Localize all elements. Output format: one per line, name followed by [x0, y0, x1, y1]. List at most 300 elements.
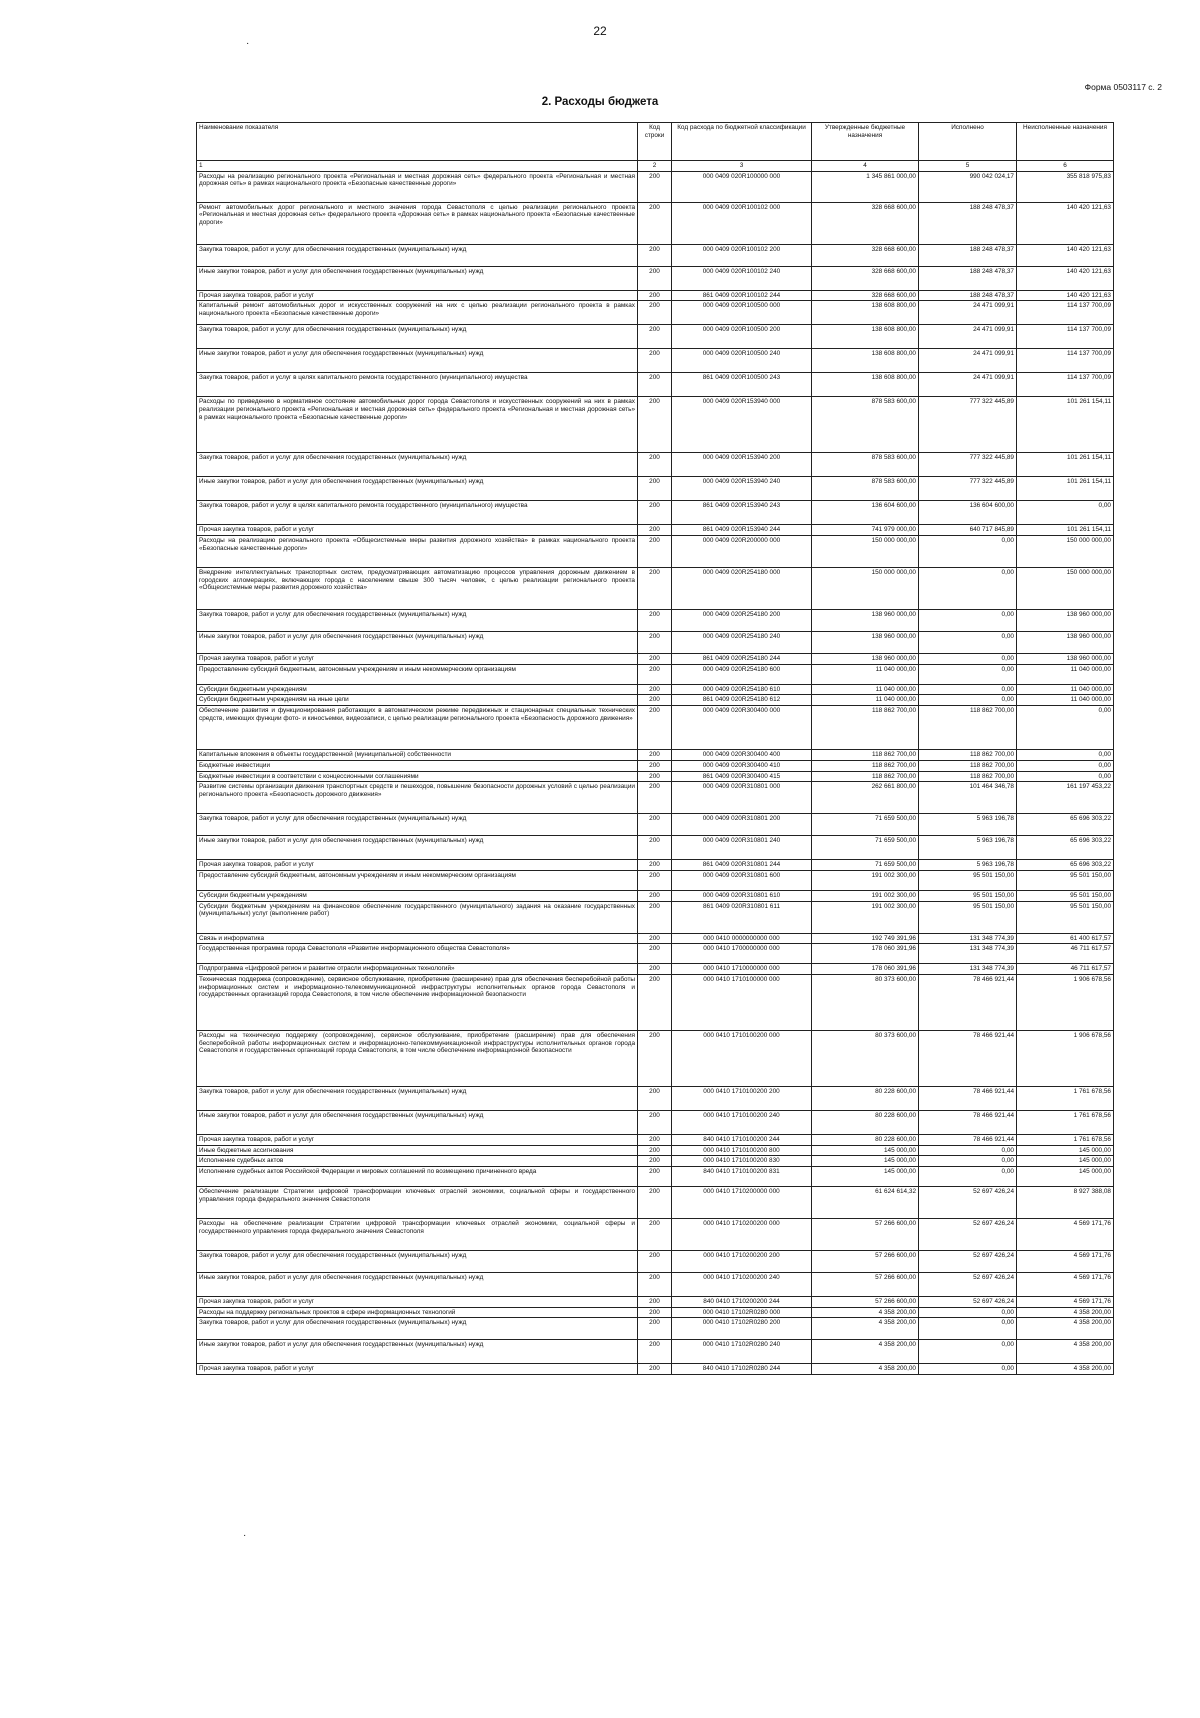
table-row: [197, 760, 1114, 771]
approved-amount: 328 668 600,00: [812, 244, 919, 266]
unexecuted-amount: 138 960 000,00: [1017, 654, 1114, 665]
unexecuted-amount: 0,00: [1017, 760, 1114, 771]
line-code: 200: [638, 654, 672, 665]
budget-code: 000 0409 020R200000 000: [672, 536, 812, 568]
executed-amount: 24 471 099,91: [919, 349, 1017, 373]
header-budget-code: Код расхода по бюджетной классификации: [672, 123, 812, 161]
approved-amount: 80 228 600,00: [812, 1134, 919, 1145]
col-number-1: 1: [197, 161, 638, 172]
indicator-name: Исполнение судебных актов: [197, 1156, 638, 1167]
column-number-row: [197, 161, 1114, 172]
table-row: [197, 870, 1114, 890]
unexecuted-amount: 1 761 678,56: [1017, 1110, 1114, 1134]
indicator-name: Субсидии бюджетным учреждениям на финансовое обеспечение государственного (муниципального) задания на оказание государственных (муниципальных) услуг (выполнение работ): [197, 901, 638, 933]
line-code: 200: [638, 536, 672, 568]
unexecuted-amount: 4 358 200,00: [1017, 1364, 1114, 1375]
approved-amount: 878 583 600,00: [812, 397, 919, 453]
indicator-name: Внедрение интеллектуальных транспортных систем, предусматривающих автоматизацию процессов управления дорожным движением в городских агломерациях, включающих города с населением свыше 300 тысяч человек, с целью реализации регионального проекта «Общесистемные меры развития дорожного хозяйства»: [197, 568, 638, 610]
budget-code: 000 0410 17102R0280 000: [672, 1307, 812, 1318]
budget-code: 861 0409 020R310801 244: [672, 860, 812, 871]
table-row: [197, 325, 1114, 349]
unexecuted-amount: 150 000 000,00: [1017, 536, 1114, 568]
unexecuted-amount: 145 000,00: [1017, 1167, 1114, 1187]
line-code: 200: [638, 290, 672, 301]
indicator-name: Расходы на обеспечение реализации Стратегии цифровой трансформации ключевых отраслей экономики, социальной сферы и государственного управления города федерального значения Севастополя: [197, 1219, 638, 1251]
table-row: [197, 974, 1114, 1030]
line-code: 200: [638, 944, 672, 964]
line-code: 200: [638, 568, 672, 610]
line-code: 200: [638, 501, 672, 525]
table-row: [197, 1030, 1114, 1086]
approved-amount: 145 000,00: [812, 1145, 919, 1156]
table-row: [197, 771, 1114, 782]
budget-code: 000 0409 020R100500 000: [672, 301, 812, 325]
approved-amount: 57 266 600,00: [812, 1219, 919, 1251]
unexecuted-amount: 95 501 150,00: [1017, 890, 1114, 901]
approved-amount: 118 862 700,00: [812, 706, 919, 750]
approved-amount: 136 604 600,00: [812, 501, 919, 525]
executed-amount: 131 348 774,39: [919, 933, 1017, 944]
table-row: [197, 301, 1114, 325]
table-row: [197, 525, 1114, 536]
unexecuted-amount: 114 137 700,09: [1017, 325, 1114, 349]
approved-amount: 57 266 600,00: [812, 1251, 919, 1273]
executed-amount: 188 248 478,37: [919, 244, 1017, 266]
executed-amount: 5 963 196,78: [919, 836, 1017, 860]
header-line-code: Код строки: [638, 123, 672, 161]
executed-amount: 95 501 150,00: [919, 870, 1017, 890]
table-row: [197, 1110, 1114, 1134]
executed-amount: 777 322 445,89: [919, 477, 1017, 501]
line-code: 200: [638, 706, 672, 750]
table-row: [197, 1364, 1114, 1375]
line-code: 200: [638, 397, 672, 453]
approved-amount: 150 000 000,00: [812, 568, 919, 610]
executed-amount: 78 466 921,44: [919, 974, 1017, 1030]
budget-code: 000 0409 020R300400 400: [672, 750, 812, 761]
budget-code: 000 0410 1710100200 240: [672, 1110, 812, 1134]
indicator-name: Прочая закупка товаров, работ и услуг: [197, 525, 638, 536]
unexecuted-amount: 140 420 121,63: [1017, 266, 1114, 290]
unexecuted-amount: 11 040 000,00: [1017, 664, 1114, 684]
approved-amount: 328 668 600,00: [812, 266, 919, 290]
line-code: 200: [638, 1167, 672, 1187]
unexecuted-amount: 4 569 171,76: [1017, 1251, 1114, 1273]
executed-amount: 0,00: [919, 684, 1017, 695]
unexecuted-amount: 145 000,00: [1017, 1156, 1114, 1167]
budget-code: 000 0410 1710100200 200: [672, 1086, 812, 1110]
executed-amount: 0,00: [919, 1167, 1017, 1187]
line-code: 200: [638, 1134, 672, 1145]
table-row: [197, 202, 1114, 244]
table-row: [197, 501, 1114, 525]
executed-amount: 24 471 099,91: [919, 373, 1017, 397]
unexecuted-amount: 101 261 154,11: [1017, 525, 1114, 536]
approved-amount: 71 659 500,00: [812, 836, 919, 860]
indicator-name: Техническая поддержка (сопровождение), сервисное обслуживание, приобретение (расширение) прав для обеспечения бесперебойной работы информационных систем и информационно-телекоммуникационной инфраструктуры исполнительных органов города Севастополя и государственных организаций города Севастополя, в том числе обеспечение информационной безопасности: [197, 974, 638, 1030]
executed-amount: 990 042 024,17: [919, 171, 1017, 202]
budget-code: 000 0409 020R100102 000: [672, 202, 812, 244]
unexecuted-amount: 11 040 000,00: [1017, 695, 1114, 706]
approved-amount: 138 960 000,00: [812, 654, 919, 665]
approved-amount: 4 358 200,00: [812, 1318, 919, 1340]
form-reference: Форма 0503117 с. 2: [1084, 82, 1162, 92]
header-unexecuted: Неисполненные назначения: [1017, 123, 1114, 161]
unexecuted-amount: 4 569 171,76: [1017, 1273, 1114, 1297]
line-code: 200: [638, 1340, 672, 1364]
line-code: 200: [638, 860, 672, 871]
unexecuted-amount: 46 711 617,57: [1017, 944, 1114, 964]
indicator-name: Прочая закупка товаров, работ и услуг: [197, 860, 638, 871]
line-code: 200: [638, 890, 672, 901]
budget-code: 000 0409 020R153940 200: [672, 453, 812, 477]
line-code: 200: [638, 1273, 672, 1297]
indicator-name: Закупка товаров, работ и услуг для обеспечения государственных (муниципальных) нужд: [197, 453, 638, 477]
approved-amount: 191 002 300,00: [812, 870, 919, 890]
approved-amount: 145 000,00: [812, 1167, 919, 1187]
table-row: [197, 890, 1114, 901]
table-row: [197, 632, 1114, 654]
budget-code: 861 0409 020R310801 611: [672, 901, 812, 933]
approved-amount: 61 624 614,32: [812, 1187, 919, 1219]
unexecuted-amount: 46 711 617,57: [1017, 964, 1114, 975]
table-row: [197, 684, 1114, 695]
line-code: 200: [638, 750, 672, 761]
approved-amount: 118 862 700,00: [812, 750, 919, 761]
approved-amount: 80 373 600,00: [812, 974, 919, 1030]
budget-code: 861 0409 020R100102 244: [672, 290, 812, 301]
col-number-3: 3: [672, 161, 812, 172]
executed-amount: 0,00: [919, 1145, 1017, 1156]
col-number-5: 5: [919, 161, 1017, 172]
indicator-name: Иные закупки товаров, работ и услуг для обеспечения государственных (муниципальных) нужд: [197, 1273, 638, 1297]
executed-amount: 78 466 921,44: [919, 1086, 1017, 1110]
table-row: [197, 1156, 1114, 1167]
approved-amount: 118 862 700,00: [812, 760, 919, 771]
unexecuted-amount: 4 569 171,76: [1017, 1219, 1114, 1251]
line-code: 200: [638, 1307, 672, 1318]
approved-amount: 150 000 000,00: [812, 536, 919, 568]
indicator-name: Иные бюджетные ассигнования: [197, 1145, 638, 1156]
executed-amount: 5 963 196,78: [919, 860, 1017, 871]
table-row: [197, 1145, 1114, 1156]
budget-code: 840 0410 17102R0280 244: [672, 1364, 812, 1375]
executed-amount: 52 697 426,24: [919, 1297, 1017, 1308]
approved-amount: 11 040 000,00: [812, 664, 919, 684]
budget-code: 000 0409 020R100000 000: [672, 171, 812, 202]
budget-code: 000 0410 1710200200 200: [672, 1251, 812, 1273]
unexecuted-amount: 114 137 700,09: [1017, 349, 1114, 373]
budget-code: 840 0410 1710100200 831: [672, 1167, 812, 1187]
indicator-name: Обеспечение реализации Стратегии цифровой трансформации ключевых отраслей экономики, социальной сферы и государственного управления города федерального значения Севастополя: [197, 1187, 638, 1219]
indicator-name: Иные закупки товаров, работ и услуг для обеспечения государственных (муниципальных) нужд: [197, 632, 638, 654]
budget-code: 000 0409 020R300400 000: [672, 706, 812, 750]
unexecuted-amount: 95 501 150,00: [1017, 901, 1114, 933]
approved-amount: 4 358 200,00: [812, 1340, 919, 1364]
table-row: [197, 1167, 1114, 1187]
budget-code: 000 0410 1710000000 000: [672, 964, 812, 975]
indicator-name: Закупка товаров, работ и услуг для обеспечения государственных (муниципальных) нужд: [197, 1318, 638, 1340]
unexecuted-amount: 0,00: [1017, 771, 1114, 782]
executed-amount: 52 697 426,24: [919, 1273, 1017, 1297]
executed-amount: 131 348 774,39: [919, 944, 1017, 964]
unexecuted-amount: 114 137 700,09: [1017, 301, 1114, 325]
indicator-name: Подпрограмма «Цифровой регион и развитие отрасли информационных технологий»: [197, 964, 638, 975]
executed-amount: 136 604 600,00: [919, 501, 1017, 525]
budget-code: 000 0409 020R100500 200: [672, 325, 812, 349]
table-row: [197, 836, 1114, 860]
line-code: 200: [638, 771, 672, 782]
budget-code: 000 0410 0000000000 000: [672, 933, 812, 944]
unexecuted-amount: 4 358 200,00: [1017, 1307, 1114, 1318]
approved-amount: 80 228 600,00: [812, 1110, 919, 1134]
line-code: 200: [638, 933, 672, 944]
unexecuted-amount: 101 261 154,11: [1017, 453, 1114, 477]
unexecuted-amount: 140 420 121,63: [1017, 290, 1114, 301]
indicator-name: Иные закупки товаров, работ и услуг для обеспечения государственных (муниципальных) нужд: [197, 266, 638, 290]
approved-amount: 57 266 600,00: [812, 1297, 919, 1308]
indicator-name: Закупка товаров, работ и услуг в целях капитального ремонта государственного (муниципального) имущества: [197, 373, 638, 397]
executed-amount: 0,00: [919, 632, 1017, 654]
executed-amount: 0,00: [919, 1340, 1017, 1364]
indicator-name: Прочая закупка товаров, работ и услуг: [197, 1364, 638, 1375]
executed-amount: 0,00: [919, 536, 1017, 568]
line-code: 200: [638, 266, 672, 290]
executed-amount: 0,00: [919, 1307, 1017, 1318]
budget-code: 000 0409 020R153940 240: [672, 477, 812, 501]
header-approved: Утвержденные бюджетные назначения: [812, 123, 919, 161]
indicator-name: Субсидии бюджетным учреждениям: [197, 890, 638, 901]
indicator-name: Закупка товаров, работ и услуг для обеспечения государственных (муниципальных) нужд: [197, 1251, 638, 1273]
unexecuted-amount: 138 960 000,00: [1017, 632, 1114, 654]
line-code: 200: [638, 301, 672, 325]
budget-code: 000 0409 020R310801 600: [672, 870, 812, 890]
unexecuted-amount: 355 818 975,83: [1017, 171, 1114, 202]
table-row: [197, 290, 1114, 301]
line-code: 200: [638, 901, 672, 933]
indicator-name: Субсидии бюджетным учреждениям: [197, 684, 638, 695]
table-row: [197, 944, 1114, 964]
unexecuted-amount: 1 761 678,56: [1017, 1086, 1114, 1110]
unexecuted-amount: 140 420 121,63: [1017, 244, 1114, 266]
line-code: 200: [638, 453, 672, 477]
unexecuted-amount: 101 261 154,11: [1017, 477, 1114, 501]
table-row: [197, 1219, 1114, 1251]
unexecuted-amount: 4 358 200,00: [1017, 1318, 1114, 1340]
line-code: 200: [638, 325, 672, 349]
table-row: [197, 266, 1114, 290]
approved-amount: 138 608 800,00: [812, 301, 919, 325]
executed-amount: 0,00: [919, 610, 1017, 632]
executed-amount: 0,00: [919, 1156, 1017, 1167]
executed-amount: 52 697 426,24: [919, 1219, 1017, 1251]
executed-amount: 78 466 921,44: [919, 1110, 1017, 1134]
approved-amount: 1 345 861 000,00: [812, 171, 919, 202]
budget-code: 000 0409 020R153940 000: [672, 397, 812, 453]
approved-amount: 4 358 200,00: [812, 1364, 919, 1375]
line-code: 200: [638, 1030, 672, 1086]
indicator-name: Иные закупки товаров, работ и услуг для обеспечения государственных (муниципальных) нужд: [197, 1110, 638, 1134]
table-row: [197, 1273, 1114, 1297]
line-code: 200: [638, 202, 672, 244]
executed-amount: 5 963 196,78: [919, 814, 1017, 836]
executed-amount: 95 501 150,00: [919, 901, 1017, 933]
approved-amount: 192 749 391,96: [812, 933, 919, 944]
table-row: [197, 349, 1114, 373]
budget-code: 840 0410 1710200200 244: [672, 1297, 812, 1308]
approved-amount: 80 373 600,00: [812, 1030, 919, 1086]
approved-amount: 57 266 600,00: [812, 1273, 919, 1297]
table-row: [197, 782, 1114, 814]
budget-code: 000 0409 020R300400 410: [672, 760, 812, 771]
approved-amount: 138 608 800,00: [812, 373, 919, 397]
table-row: [197, 568, 1114, 610]
expenses-table: [196, 122, 1114, 1375]
budget-code: 000 0410 1710200200 240: [672, 1273, 812, 1297]
line-code: 200: [638, 1297, 672, 1308]
indicator-name: Расходы на поддержку региональных проектов в сфере информационных технологий: [197, 1307, 638, 1318]
line-code: 200: [638, 244, 672, 266]
budget-code: 000 0409 020R254180 240: [672, 632, 812, 654]
approved-amount: 878 583 600,00: [812, 477, 919, 501]
table-row: [197, 695, 1114, 706]
line-code: 200: [638, 525, 672, 536]
indicator-name: Закупка товаров, работ и услуг для обеспечения государственных (муниципальных) нужд: [197, 610, 638, 632]
indicator-name: Иные закупки товаров, работ и услуг для обеспечения государственных (муниципальных) нужд: [197, 349, 638, 373]
approved-amount: 138 960 000,00: [812, 632, 919, 654]
table-row: [197, 1318, 1114, 1340]
executed-amount: 118 862 700,00: [919, 771, 1017, 782]
line-code: 200: [638, 477, 672, 501]
approved-amount: 4 358 200,00: [812, 1307, 919, 1318]
unexecuted-amount: 65 696 303,22: [1017, 860, 1114, 871]
budget-code: 000 0409 020R254180 610: [672, 684, 812, 695]
budget-code: 000 0410 1710100200 800: [672, 1145, 812, 1156]
unexecuted-amount: 1 761 678,56: [1017, 1134, 1114, 1145]
budget-code: 000 0410 1710100000 000: [672, 974, 812, 1030]
line-code: 200: [638, 684, 672, 695]
table-row: [197, 933, 1114, 944]
indicator-name: Бюджетные инвестиции в соответствии с концессионными соглашениями: [197, 771, 638, 782]
approved-amount: 71 659 500,00: [812, 860, 919, 871]
budget-code: 000 0410 1700000000 000: [672, 944, 812, 964]
line-code: 200: [638, 782, 672, 814]
budget-code: 000 0410 1710100200 000: [672, 1030, 812, 1086]
table-row: [197, 244, 1114, 266]
line-code: 200: [638, 171, 672, 202]
executed-amount: 188 248 478,37: [919, 266, 1017, 290]
unexecuted-amount: 114 137 700,09: [1017, 373, 1114, 397]
line-code: 200: [638, 632, 672, 654]
table-row: [197, 860, 1114, 871]
executed-amount: 131 348 774,39: [919, 964, 1017, 975]
line-code: 200: [638, 1318, 672, 1340]
approved-amount: 138 608 800,00: [812, 349, 919, 373]
executed-amount: 0,00: [919, 1318, 1017, 1340]
budget-code: 000 0409 020R310801 240: [672, 836, 812, 860]
executed-amount: 0,00: [919, 664, 1017, 684]
budget-code: 861 0409 020R300400 415: [672, 771, 812, 782]
approved-amount: 191 002 300,00: [812, 901, 919, 933]
scan-mark: ·: [246, 38, 250, 49]
executed-amount: 777 322 445,89: [919, 397, 1017, 453]
table-row: [197, 654, 1114, 665]
table-row: [197, 397, 1114, 453]
line-code: 200: [638, 814, 672, 836]
table-row: [197, 453, 1114, 477]
line-code: 200: [638, 1110, 672, 1134]
unexecuted-amount: 4 569 171,76: [1017, 1297, 1114, 1308]
line-code: 200: [638, 1086, 672, 1110]
approved-amount: 80 228 600,00: [812, 1086, 919, 1110]
line-code: 200: [638, 974, 672, 1030]
budget-code: 000 0409 020R254180 000: [672, 568, 812, 610]
unexecuted-amount: 138 960 000,00: [1017, 610, 1114, 632]
approved-amount: 262 661 800,00: [812, 782, 919, 814]
executed-amount: 0,00: [919, 695, 1017, 706]
indicator-name: Прочая закупка товаров, работ и услуг: [197, 1297, 638, 1308]
indicator-name: Исполнение судебных актов Российской Федерации и мировых соглашений по возмещению причиненного вреда: [197, 1167, 638, 1187]
indicator-name: Прочая закупка товаров, работ и услуг: [197, 654, 638, 665]
executed-amount: 777 322 445,89: [919, 453, 1017, 477]
line-code: 200: [638, 1219, 672, 1251]
executed-amount: 101 464 346,78: [919, 782, 1017, 814]
line-code: 200: [638, 964, 672, 975]
indicator-name: Субсидии бюджетным учреждениям на иные цели: [197, 695, 638, 706]
indicator-name: Прочая закупка товаров, работ и услуг: [197, 290, 638, 301]
indicator-name: Капитальные вложения в объекты государственной (муниципальной) собственности: [197, 750, 638, 761]
unexecuted-amount: 8 927 388,08: [1017, 1187, 1114, 1219]
budget-code: 840 0410 1710100200 244: [672, 1134, 812, 1145]
page-number: 22: [593, 24, 607, 38]
executed-amount: 52 697 426,24: [919, 1251, 1017, 1273]
budget-code: 000 0409 020R254180 600: [672, 664, 812, 684]
unexecuted-amount: 150 000 000,00: [1017, 568, 1114, 610]
table-row: [197, 814, 1114, 836]
budget-code: 861 0409 020R153940 243: [672, 501, 812, 525]
executed-amount: 188 248 478,37: [919, 290, 1017, 301]
indicator-name: Закупка товаров, работ и услуг для обеспечения государственных (муниципальных) нужд: [197, 325, 638, 349]
indicator-name: Расходы на реализацию регионального проекта «Региональная и местная дорожная сеть» федерального проекта «Региональная и местная дорожная сеть» в рамках национального проекта «Безопасные качественные дороги»: [197, 171, 638, 202]
executed-amount: 118 862 700,00: [919, 750, 1017, 761]
line-code: 200: [638, 870, 672, 890]
indicator-name: Иные закупки товаров, работ и услуг для обеспечения государственных (муниципальных) нужд: [197, 1340, 638, 1364]
table-row: [197, 964, 1114, 975]
header-indicator-name: Наименование показателя: [197, 123, 638, 161]
indicator-name: Обеспечение развития и функционирования работающих в автоматическом режиме передвижных и стационарных специальных технических средств, имеющих функции фото- и киносъемки, видеозаписи, с целью реализации регионального проекта «Безопасность дорожного движения»: [197, 706, 638, 750]
unexecuted-amount: 101 261 154,11: [1017, 397, 1114, 453]
budget-code: 000 0410 1710200000 000: [672, 1187, 812, 1219]
indicator-name: Закупка товаров, работ и услуг в целях капитального ремонта государственного (муниципального) имущества: [197, 501, 638, 525]
budget-code: 000 0410 1710100200 830: [672, 1156, 812, 1167]
table-row: [197, 1297, 1114, 1308]
executed-amount: 0,00: [919, 1364, 1017, 1375]
unexecuted-amount: 61 400 617,57: [1017, 933, 1114, 944]
budget-code: 000 0410 1710200200 000: [672, 1219, 812, 1251]
budget-code: 000 0409 020R100102 200: [672, 244, 812, 266]
executed-amount: 0,00: [919, 568, 1017, 610]
unexecuted-amount: 161 197 453,22: [1017, 782, 1114, 814]
executed-amount: 78 466 921,44: [919, 1030, 1017, 1086]
executed-amount: 95 501 150,00: [919, 890, 1017, 901]
table-header-row: [197, 123, 1114, 161]
approved-amount: 118 862 700,00: [812, 771, 919, 782]
unexecuted-amount: 11 040 000,00: [1017, 684, 1114, 695]
line-code: 200: [638, 1187, 672, 1219]
unexecuted-amount: 145 000,00: [1017, 1145, 1114, 1156]
unexecuted-amount: 0,00: [1017, 706, 1114, 750]
approved-amount: 328 668 600,00: [812, 290, 919, 301]
